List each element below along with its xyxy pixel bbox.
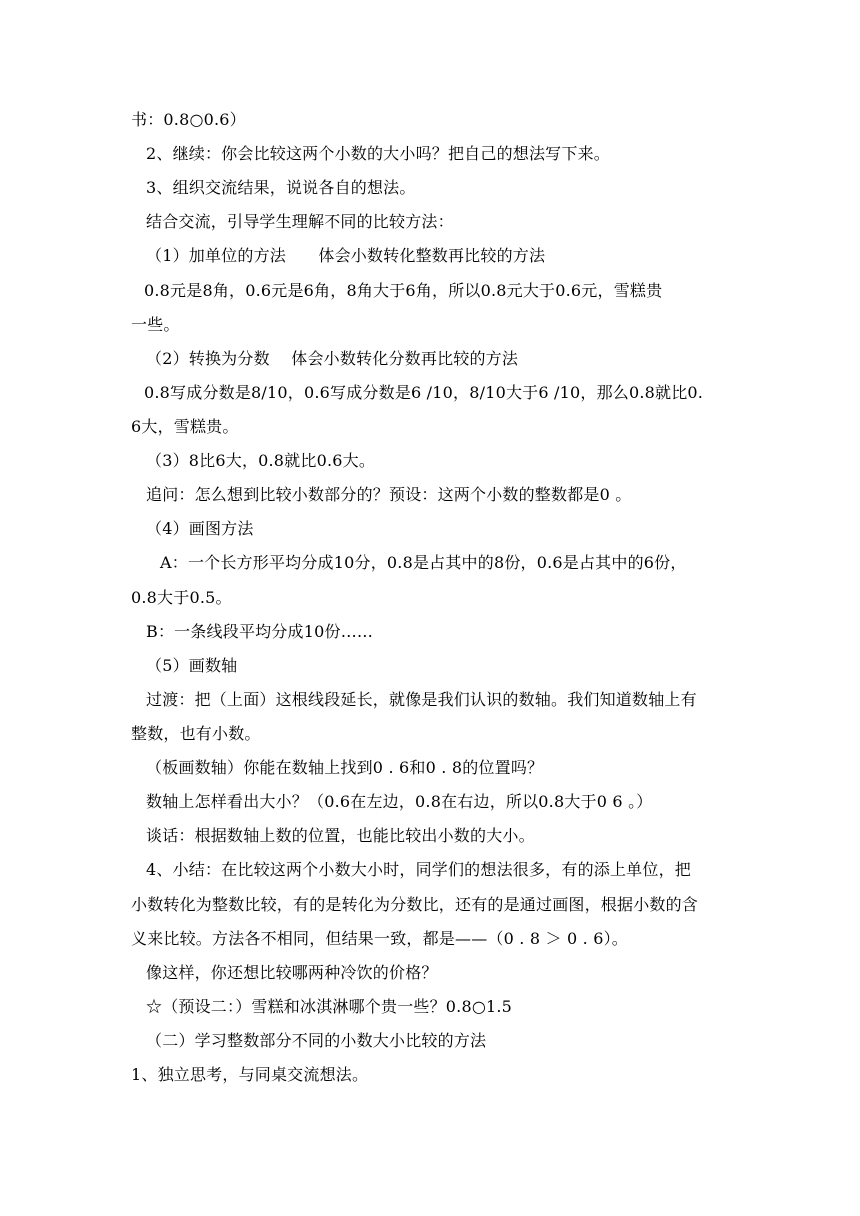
text-line-28: （二）学习整数部分不同的小数大小比较的方法 (146, 1031, 487, 1050)
text-line-18: 过渡：把（上面）这根线段延长，就像是我们认识的数轴。我们知道数轴上有 (146, 690, 697, 709)
text-line-3: 3、组织交流结果，说说各自的想法。 (146, 178, 416, 197)
text-line-24: 小数转化为整数比较，有的是转化为分数比，还有的是通过画图，根据小数的含 (131, 895, 699, 914)
text-line-9: 0.8写成分数是8/10，0.6写成分数是6 /10，8/10大于6 /10，那么0.8就比0. (144, 383, 704, 402)
text-line-10: 6大，雪糕贵。 (131, 417, 239, 436)
text-line-22: 谈话：根据数轴上数的位置，也能比较出小数的大小。 (146, 826, 535, 845)
text-line-27: ☆（预设二：）雪糕和冰淇淋哪个贵一些？0.8○1.5 (146, 997, 513, 1016)
text-line-23: 4、小结：在比较这两个小数大小时，同学们的想法很多，有的添上单位，把 (146, 860, 691, 879)
text-line-14: A：一个长方形平均分成10分，0.8是占其中的8份，0.6是占其中的6份， (160, 553, 687, 572)
text-line-2: 2、继续：你会比较这两个小数的大小吗？把自己的想法写下来。 (146, 144, 610, 163)
text-line-11: （3）8比6大，0.8就比0.6大。 (146, 451, 376, 470)
text-line-17: （5）画数轴 (146, 656, 238, 675)
text-line-19: 整数，也有小数。 (131, 724, 261, 743)
text-line-26: 像这样，你还想比较哪两种冷饮的价格？ (146, 963, 438, 982)
text-line-4: 结合交流，引导学生理解不同的比较方法： (146, 212, 454, 231)
text-line-21: 数轴上怎样看出大小？（0.6在左边，0.8在右边，所以0.8大于0 6 。） (146, 792, 653, 811)
text-line-16: B：一条线段平均分成10份…… (146, 622, 374, 641)
text-line-25: 义来比较。方法各不相同，但结果一致，都是——（0 . 8 ＞ 0 . 6）。 (131, 929, 629, 948)
text-line-1: 书：0.8○0.6） (131, 110, 246, 129)
text-line-8: （2）转换为分数 体会小数转化分数再比较的方法 (146, 349, 519, 368)
text-line-5: （1）加单位的方法 体会小数转化整数再比较的方法 (146, 246, 546, 265)
text-line-15: 0.8大于0.5。 (131, 588, 232, 607)
text-line-20: （板画数轴）你能在数轴上找到0 . 6和0 . 8的位置吗？ (146, 758, 544, 777)
text-line-12: 追问：怎么想到比较小数部分的？预设：这两个小数的整数都是0 。 (146, 485, 632, 504)
text-line-6: 0.8元是8角，0.6元是6角，8角大于6角，所以0.8元大于0.6元，雪糕贵 (144, 281, 663, 300)
text-line-7: 一些。 (131, 315, 180, 334)
text-line-13: （4）画图方法 (146, 519, 254, 538)
text-line-29: 1、独立思考，与同桌交流想法。 (131, 1065, 369, 1084)
